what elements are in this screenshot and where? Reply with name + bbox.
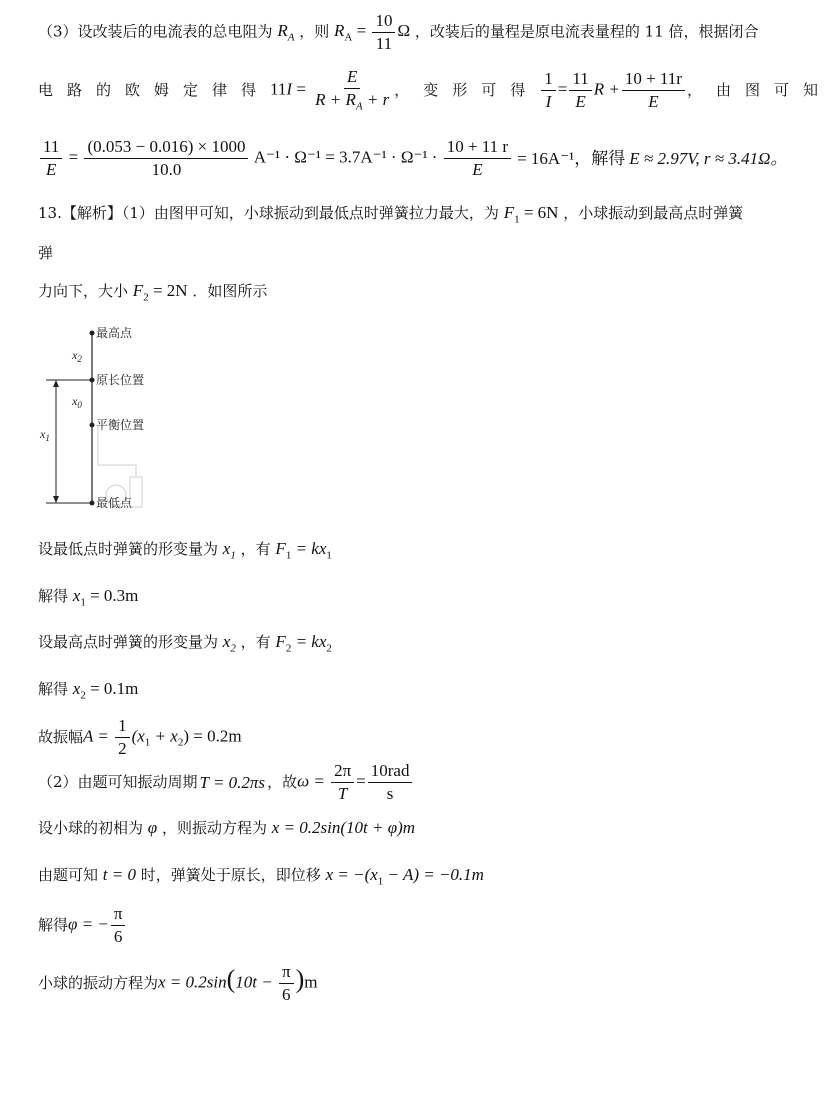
line-phi-val [38, 905, 127, 946]
unit: Ω [397, 21, 411, 41]
fraction-den: E [648, 91, 659, 111]
omega-equation: ω = $\frac{2\pi}{T}$ = $\frac{\text{10rad}}{s}$ [297, 762, 414, 803]
fraction-num: 2π [331, 762, 354, 783]
amplitude-equation: A = $\frac{1}{2}$ $(x_1 + x_2) = 0.2m$ [83, 716, 242, 758]
text: ，故 [267, 772, 298, 791]
natural-point [90, 378, 95, 383]
text: ，改装后的量程是原电流表量程的 11 倍，根据闭合 [414, 22, 759, 41]
equilibrium-label: 平衡位置 [96, 418, 145, 432]
text: ，则振动方程为 [161, 819, 267, 837]
text: ．如图所示 [192, 282, 268, 300]
fraction-den: s [386, 783, 394, 803]
ra-symbol: $R_A$ [277, 21, 295, 44]
f2: F [132, 281, 144, 300]
unit: A⁻¹ · Ω⁻¹ = 3.7A⁻¹ · Ω⁻¹ · [253, 147, 438, 167]
line-initial: 由题可知 t = 0 时，弹簧处于原长，即位移 $x = -(x_1 - A) = -0.1m$ [38, 865, 484, 888]
x1-label: $x_1$ [40, 427, 50, 443]
line-phase [38, 819, 415, 836]
text: 设最高点时弹簧的形变量为 [38, 633, 219, 651]
text: 解得 [38, 587, 69, 605]
transformed-equation [539, 70, 687, 111]
text: 由题可知 [38, 866, 99, 884]
text: 电路的欧姆定律得 [38, 80, 271, 99]
fraction-den: 11 [375, 33, 393, 53]
slope-equation: $\frac{11}{E}$ = $\frac{(0.053 - 0.016) \times 1000}{10.0}$ A⁻¹ · Ω⁻¹ = 3.7A⁻¹ · Ω⁻¹ · $\frac{10 + 11 r}{E}$ [38, 138, 513, 179]
text: ，由图可知 [686, 80, 832, 99]
val: = 0.3m [85, 586, 139, 605]
bottom-point [90, 501, 95, 506]
plus: R + [593, 79, 620, 99]
fraction-den: I [545, 91, 552, 111]
top-point [90, 331, 95, 336]
text: ，则 [299, 22, 330, 41]
line-13-intro: 13.【解析】（1）由图甲可知，小球振动到最低点时弹簧拉力最大，为 $F_1 = 6N$ ，小球振动到最高点时弹簧 [38, 203, 744, 226]
fraction-num: 1 [541, 70, 556, 91]
text: 设最低点时弹簧的形变量为 [38, 540, 219, 558]
fraction [372, 12, 395, 53]
fraction-num: 10 + 11 r [444, 138, 511, 159]
line-x2-val: 解得 $x_2 = 0.1m$ [38, 679, 139, 702]
eq-lhs: 11 [270, 79, 287, 99]
text: 力向下，大小 [38, 282, 129, 300]
line-x2-def: 设最高点时弹簧的形变量为 $x_2$ ，有 $F_2 = kx_2$ [38, 632, 332, 655]
val: = 0.1m [85, 679, 139, 698]
final-equation: x = 0.2sin(10t − $\frac{\pi}{6}$ )m [158, 962, 318, 1004]
fraction-num: 11 [40, 138, 62, 159]
text: 故振幅 [38, 727, 84, 746]
x2-label: $x_2$ [72, 348, 82, 364]
line-force-down: 力向下，大小 $F_2 = 2N$ ．如图所示 [38, 281, 268, 304]
line-amplitude [38, 717, 242, 758]
fraction-num: 1 [115, 717, 130, 738]
f2-val: = 2N [148, 281, 188, 300]
eq: F [275, 539, 286, 558]
natural-label: 原长位置 [96, 373, 145, 387]
line-tan [38, 246, 53, 261]
line-ohm-law [38, 67, 832, 113]
eq: F [275, 632, 286, 651]
fraction-num: π [111, 905, 126, 926]
fraction-den: $R + R_A + r$ [315, 89, 390, 113]
line-result [38, 138, 787, 179]
text: ，小球振动到最高点时弹簧 [563, 204, 744, 222]
text: 解得 [38, 680, 69, 698]
bottom-label: 最低点 [96, 496, 133, 510]
fraction-num: 10 [372, 12, 395, 33]
text: 时，弹簧处于原长，即位移 [140, 866, 321, 884]
text: 13.【解析】（1）由图甲可知，小球振动到最低点时弹簧拉力最大，为 [38, 204, 499, 222]
text: 设小球的初相为 [38, 819, 144, 837]
fraction [312, 68, 392, 113]
faint-circuit [98, 425, 142, 507]
motion-equation: x = 0.2sin(10t + φ)m [271, 818, 416, 837]
fraction-den: E [45, 159, 57, 179]
fraction-den: T [337, 783, 348, 803]
fraction-den: E [472, 159, 483, 179]
displacement: x = −(x [325, 865, 378, 884]
fraction-den: 2 [118, 738, 127, 758]
fraction-den: 6 [113, 926, 123, 946]
eq-rhs: = kx [291, 539, 327, 558]
fraction-den: 6 [282, 984, 291, 1004]
phi: φ [147, 818, 158, 837]
ra-equation: $R_A$ = $\frac{10}{11}$ Ω [334, 11, 411, 53]
text: 弹 [38, 244, 54, 262]
phi-equation: φ = − $\frac{\pi}{6}$ [68, 905, 127, 946]
fraction-num: 10rad [368, 762, 413, 783]
fraction-num: 11 [569, 70, 591, 91]
ohm-equation: 11I = $\frac{E}{R + R_A + r}$ [270, 68, 394, 113]
text: （2）由题可知振动周期 [38, 772, 198, 791]
fraction-num: π [279, 963, 294, 984]
eq: = [557, 79, 568, 99]
text: 小球的振动方程为 [38, 973, 159, 992]
fraction-num: (0.053 − 0.016) × 1000 [84, 138, 248, 159]
line-resistance [38, 12, 759, 53]
t0: t = 0 [102, 865, 136, 884]
x0-label: $x_0$ [72, 394, 82, 410]
spring-diagram [36, 325, 156, 520]
f1: F [503, 203, 515, 222]
fraction-num: 10 + 11r [622, 70, 685, 91]
text: 解得 [38, 915, 69, 934]
result: E ≈ 2.97V, r ≈ 3.41Ω。 [629, 148, 788, 168]
text: ，变形可得 [394, 80, 540, 99]
text: ，有 [240, 633, 271, 651]
line-period [38, 762, 414, 803]
line-final-equation [38, 963, 318, 1004]
line-x1-def: 设最低点时弹簧的形变量为 $x_1$ ，有 $F_1 = kx_1$ [38, 539, 332, 562]
fraction-den: E [575, 91, 586, 111]
text: ，有 [240, 540, 271, 558]
eq2: = 16A⁻¹，解得 [517, 148, 626, 168]
f1-val: = 6N [519, 203, 559, 222]
line-x1-val: 解得 $x_1 = 0.3m$ [38, 586, 139, 609]
equilibrium-point [90, 423, 95, 428]
period: T = 0.2πs [199, 772, 266, 792]
top-label: 最高点 [96, 326, 133, 340]
fraction-num: E [344, 68, 360, 89]
text: （3）设改装后的电流表的总电阻为 [38, 22, 273, 41]
fraction-den: 10.0 [151, 159, 182, 179]
eq-rhs: = kx [291, 632, 327, 651]
